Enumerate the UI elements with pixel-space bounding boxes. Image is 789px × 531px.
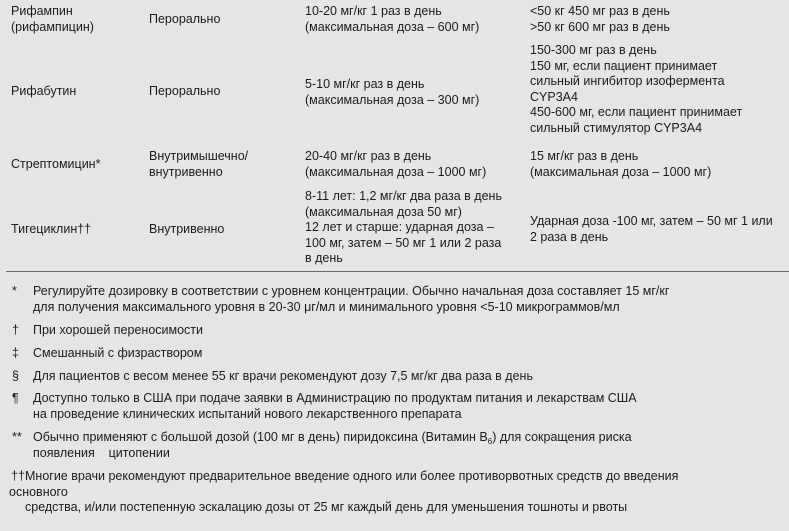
route-line: Внутримышечно/ <box>149 149 249 163</box>
dose-cell <box>305 149 525 180</box>
alt-dose-line: сильный стимулятор CYP3A4 <box>530 120 703 135</box>
dose-line: в день <box>305 251 343 265</box>
footnote-line: основного <box>9 484 68 499</box>
alt-dose-line: 450-600 мг, если пациент принимает <box>530 105 743 119</box>
dose-line: 20-40 мг/кг раз в день <box>305 149 432 163</box>
dose-line: 100 мг, затем – 50 мг 1 или 2 раза <box>305 235 502 250</box>
footnote-text <box>33 323 203 339</box>
footnote-line: Доступно только в США при подаче заявки в Администрацию по продуктам питания и лекарствам США <box>33 391 637 405</box>
alt-dose-line: 2 раза в день <box>530 229 609 244</box>
dose-line: 8-11 лет: 1,2 мг/кг два раза в день <box>305 189 502 203</box>
route-line: внутривенно <box>149 164 223 179</box>
alt-dose-cell <box>530 214 785 245</box>
alt-dose-line: 15 мг/кг раз в день <box>530 149 639 163</box>
footnote-line: При хорошей переносимости <box>33 323 204 337</box>
footnote-text <box>33 284 669 315</box>
alt-dose-line: 150 мг, если пациент принимает <box>530 58 718 73</box>
footnote-line: Смешанный с физраствором <box>33 346 203 360</box>
dose-cell <box>305 4 525 35</box>
route-cell <box>149 12 299 28</box>
dose-cell <box>305 189 525 267</box>
alt-dose-line: (максимальная доза – 1000 мг) <box>530 164 712 179</box>
dose-line: (максимальная доза – 600 мг) <box>305 19 480 34</box>
alt-dose-cell <box>530 4 785 35</box>
footnote-text <box>9 469 679 516</box>
alt-dose-line: CYP3A4 <box>530 89 578 104</box>
route-cell <box>149 84 299 100</box>
footnote-symbol: § <box>12 369 19 383</box>
footnote-text <box>33 369 533 385</box>
footnote-text-part: Обычно применяют с большой дозой (100 мг в день) пиридоксина (Витамин B <box>33 430 488 444</box>
footnote-line <box>33 430 632 446</box>
dose-cell <box>305 77 525 108</box>
footnote-line: на проведение клинических испытаний нового лекарственного препарата <box>33 406 462 421</box>
footnote-line: средства, и/или постепенную эскалацию дозы от 25 мг каждый день для уменьшения тошноты и рвоты <box>25 500 628 514</box>
footnote-line: Регулируйте дозировку в соответствии с уровнем концентрации. Обычно начальная доза составляет 15 мг/кг <box>33 284 670 298</box>
footnote-line: появления цитопении <box>33 445 170 460</box>
footnote-text <box>33 346 202 362</box>
footnote-symbol: ‡ <box>12 346 19 360</box>
dose-line: (максимальная доза – 300 мг) <box>305 92 480 107</box>
footnote-line: для получения максимального уровня в 20-30 μг/мл и минимального уровня <5-10 микрограммов/мл <box>33 299 620 314</box>
footnote-symbol: ** <box>12 430 22 444</box>
footnote-symbol: ¶ <box>12 391 19 405</box>
alt-dose-line: >50 кг 600 мг раз в день <box>530 19 670 34</box>
footnote-text-part: ) для сокращения риска <box>492 430 632 444</box>
drug-name-line: Стрептомицин* <box>11 157 101 171</box>
route-cell <box>149 149 299 180</box>
footnote-symbol: * <box>12 284 17 298</box>
drug-name-cell <box>11 4 143 35</box>
alt-dose-line: <50 кг 450 мг раз в день <box>530 4 670 18</box>
dose-line: 12 лет и старше: ударная доза – <box>305 220 494 234</box>
footnote-text <box>33 391 637 422</box>
drug-name-line: (рифампицин) <box>11 19 94 34</box>
table-bottom-rule <box>6 271 789 272</box>
alt-dose-cell <box>530 43 785 136</box>
route-line: Перорально <box>149 12 221 26</box>
footnote-line: Многие врачи рекомендуют предварительное введение одного или более противорвотных средств до введения <box>25 469 679 483</box>
dose-line: (максимальная доза 50 мг) <box>305 204 462 219</box>
dose-line: 5-10 мг/кг раз в день <box>305 77 425 91</box>
footnote-symbol: †† <box>11 469 25 483</box>
drug-name-cell <box>11 84 143 100</box>
route-line: Перорально <box>149 84 221 98</box>
drug-name-line: Рифампин <box>11 4 73 18</box>
drug-name-cell <box>11 222 143 238</box>
route-line: Внутривенно <box>149 222 225 236</box>
alt-dose-line: сильный ингибитор изофермента <box>530 74 725 88</box>
footnote-line: Для пациентов с весом менее 55 кг врачи рекомендуют дозу 7,5 мг/кг два раза в день <box>33 369 533 383</box>
route-cell <box>149 222 299 238</box>
dose-line: 10-20 мг/кг 1 раз в день <box>305 4 442 18</box>
alt-dose-line: 150-300 мг раз в день <box>530 43 657 57</box>
drug-name-line: Рифабутин <box>11 84 77 98</box>
alt-dose-cell <box>530 149 785 180</box>
alt-dose-line: Ударная доза -100 мг, затем – 50 мг 1 или <box>530 214 773 228</box>
footnote-symbol: † <box>12 323 19 337</box>
drug-name-cell <box>11 157 143 173</box>
footnote-text <box>33 430 632 461</box>
dose-line: (максимальная доза – 1000 мг) <box>305 164 487 179</box>
vitamin-subscript: 6 <box>487 437 493 446</box>
drug-name-line: Тигециклин†† <box>11 222 92 236</box>
